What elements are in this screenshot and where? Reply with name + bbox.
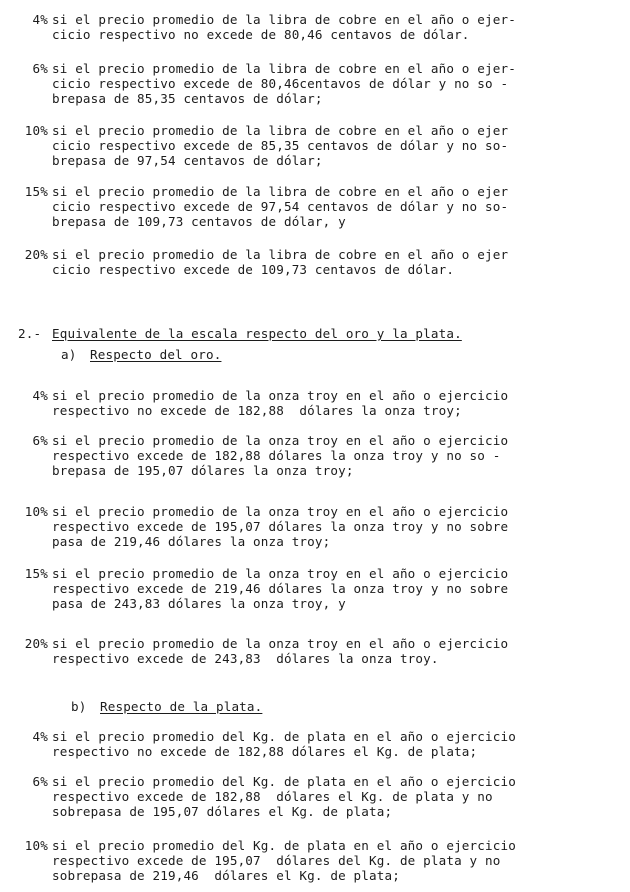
text-line: sobrepasa de 219,46 dólares el Kg. de plata; — [52, 868, 400, 883]
text-line: si el precio promedio de la libra de cobre en el año o ejer — [52, 123, 509, 138]
text-line: pasa de 219,46 dólares la onza troy; — [52, 534, 331, 549]
text-line: cicio respectivo no excede de 80,46 centavos de dólar. — [52, 27, 470, 42]
text-line: si el precio promedio del Kg. de plata en el año o ejercicio — [52, 729, 516, 744]
percent-label: 6% — [32, 61, 48, 76]
text-line: si el precio promedio del Kg. de plata en el año o ejercicio — [52, 838, 516, 853]
percent-label: 15% — [24, 184, 48, 199]
subsection-b-title: Respecto de la plata. — [100, 699, 263, 714]
text-line: respectivo excede de 195,07 dólares del Kg. de plata y no — [52, 853, 501, 868]
percent-label: 4% — [32, 12, 48, 27]
text-line: si el precio promedio del Kg. de plata en el año o ejercicio — [52, 774, 516, 789]
subsection-a-title: Respecto del oro. — [90, 347, 222, 362]
percent-label: 6% — [32, 774, 48, 789]
text-line: respectivo excede de 219,46 dólares la onza troy y no sobre — [52, 581, 509, 596]
text-line: cicio respectivo excede de 97,54 centavos de dólar y no so- — [52, 199, 509, 214]
text-line: brepasa de 85,35 centavos de dólar; — [52, 91, 323, 106]
text-line: cicio respectivo excede de 80,46centavos de dólar y no so - — [52, 76, 509, 91]
text-line: si el precio promedio de la libra de cobre en el año o ejer- — [52, 61, 516, 76]
text-line: si el precio promedio de la onza troy en el año o ejercicio — [52, 433, 509, 448]
subsection-b-label: b) — [71, 699, 87, 714]
percent-label: 6% — [32, 433, 48, 448]
text-line: si el precio promedio de la onza troy en el año o ejercicio — [52, 636, 509, 651]
text-line: sobrepasa de 195,07 dólares el Kg. de plata; — [52, 804, 393, 819]
percent-label: 20% — [24, 636, 48, 651]
text-line: respectivo excede de 182,88 dólares el Kg. de plata y no — [52, 789, 493, 804]
percent-label: 4% — [32, 388, 48, 403]
section-number: 2.- — [18, 326, 42, 341]
percent-label: 10% — [24, 838, 48, 853]
text-line: brepasa de 97,54 centavos de dólar; — [52, 153, 323, 168]
subsection-a-label: a) — [61, 347, 77, 362]
percent-label: 15% — [24, 566, 48, 581]
text-line: respectivo no excede de 182,88 dólares la onza troy; — [52, 403, 462, 418]
text-line: brepasa de 109,73 centavos de dólar, y — [52, 214, 346, 229]
text-line: cicio respectivo excede de 109,73 centavos de dólar. — [52, 262, 455, 277]
text-line: si el precio promedio de la onza troy en el año o ejercicio — [52, 388, 509, 403]
percent-label: 4% — [32, 729, 48, 744]
text-line: respectivo no excede de 182,88 dólares el Kg. de plata; — [52, 744, 478, 759]
text-line: respectivo excede de 182,88 dólares la onza troy y no so - — [52, 448, 501, 463]
text-line: si el precio promedio de la onza troy en el año o ejercicio — [52, 566, 509, 581]
text-line: brepasa de 195,07 dólares la onza troy; — [52, 463, 354, 478]
text-line: respectivo excede de 243,83 dólares la onza troy. — [52, 651, 439, 666]
text-line: si el precio promedio de la onza troy en el año o ejercicio — [52, 504, 509, 519]
percent-label: 20% — [24, 247, 48, 262]
text-line: si el precio promedio de la libra de cobre en el año o ejer — [52, 247, 509, 262]
text-line: cicio respectivo excede de 85,35 centavos de dólar y no so- — [52, 138, 509, 153]
percent-label: 10% — [24, 504, 48, 519]
text-line: si el precio promedio de la libra de cobre en el año o ejer — [52, 184, 509, 199]
section-title: Equivalente de la escala respecto del oro y la plata. — [52, 326, 462, 341]
text-line: pasa de 243,83 dólares la onza troy, y — [52, 596, 346, 611]
text-line: si el precio promedio de la libra de cobre en el año o ejer- — [52, 12, 516, 27]
percent-label: 10% — [24, 123, 48, 138]
text-line: respectivo excede de 195,07 dólares la onza troy y no sobre — [52, 519, 509, 534]
